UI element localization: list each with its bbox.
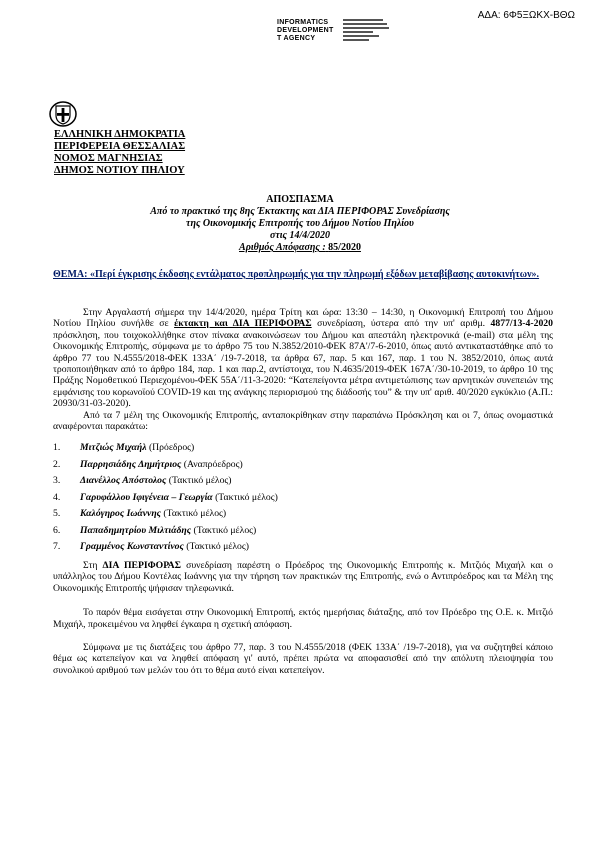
list-item [53,492,553,503]
logo-small-text-icon [343,19,391,43]
item-number: 2. [53,458,61,470]
paragraph-urgency: Σύμφωνα με τις διατάξεις του άρθρο 77, παρ. 3 του Ν.4555/2018 (ΦΕΚ 133Α΄ /19-7-2018), για να συζητηθεί κάποιο θέμα ως κατεπείγον και να ληφθεί απόφαση γι' αυτό, πρέπει πρώτα να αποφασισθεί από την απόλυτη πλειοψηφία του συνολικού αριθμού των μελών του ότι το θέμα αυτό είναι κατεπείγον. [53,641,553,676]
invitation-number: 4877/13-4-2020 [490,318,553,330]
list-item [53,541,553,552]
text: Στη [83,559,103,571]
member-name: Γραμμένος Κωνσταντίνος [80,541,184,553]
document-title-block [40,194,560,254]
member-name: Μιτζιώς Μιχαήλ [80,442,147,454]
member-role: (Αναπρόεδρος) [181,458,243,470]
member-role: (Τακτικό μέλος) [160,508,227,520]
title-line-1: Από το πρακτικό της 8ης Έκτακτης και ΔΙΑ ΠΕΡΙΦΟΡΑΣ Συνεδρίασης [150,206,450,217]
logo-line-3: T AGENCY [277,35,316,42]
text: πρόσκληση, που τοιχοκολλήθηκε στον πίνακα ανακοινώσεων του Δήμου και απεστάλη ηλεκτρονικά (e-mail) στα μέλη της Οικονομικής Επιτροπής, σύμφωνα με το άρθρο 75 του Ν.3852/2010-ΦΕΚ 87Α'/7-6-2010, όπως αυτό αντικαταστάθηκε από το άρθρο 77 του Ν.4555/2018-ΦΕΚ 133Α΄ /19-7-2018, τα άρθρα 67, παρ. 5 και 167, παρ. 1 του Ν. 3852/2010, όπως αυτά τροποποιήθηκαν από το άρθρο 184, παρ. 1 και παρ.2, αντίστοιχα, του Ν.4635/2019-ΦΕΚ 167Α΄/30-10-2019, το άρθρο 10 της Πράξης Νομοθετικού Περιεχομένου-ΦΕΚ 55Α΄/11-3-2020: “Κατεπείγοντα μέτρα αντιμετώπισης των αρνητικών συνεπειών της εμφάνισης του κορωνοϊού COVID-19 και της ανάγκης περιορισμού της διάδοσής του” & την υπ' αριθ. 40/2020 εγκύκλιο (Α.Π.: 20930/31-03-2020). [53,329,553,410]
member-name: Παπαδημητρίου Μιλτιάδης [80,524,192,536]
document-body [53,307,553,676]
member-name: Γαρυφάλλου Ιφιγένεια – Γεωργία [80,491,213,503]
subject-line: ΘΕΜΑ: «Περί έγκρισης έκδοσης εντάλματος προπληρωμής για την πληρωμή εξόδων μεταβίβασης αυτοκινήτων». [53,269,540,280]
members-list [53,442,553,552]
text: συνεδρίαση παρέστη ο Πρόεδρος της Οικονομικής Επιτροπής κ. Μιτζιός Μιχαήλ και ο υπάλληλος του Δήμου Κοντέλας Ιωάννης για την τήρηση των πρακτικών της Επιτροπής, ενώ ο Αντιπρόεδρος και τα Μέλη της Οικονομικής Επιτροπής ψήφισαν τηλεφωνικά. [53,559,553,594]
member-role: (Τακτικό μέλος) [183,541,249,553]
paragraph-agenda: Το παρόν θέμα εισάγεται στην Οικονομική Επιτροπή, εκτός ημερήσιας διάταξης, από τον Πρόεδρο της Ο.Ε. κ. Μιτζιό Μιχαήλ, προκειμένου να ληφθεί έγκαιρα η σχετική απόφαση. [53,607,553,630]
text: συνεδρίαση, ύστερα από την υπ' αριθμ. [311,318,491,330]
paragraph-attendance: Από τα 7 μέλη της Οικονομικής Επιτροπής, ανταποκρίθηκαν στην παραπάνω Πρόσκληση και οι 7, όπως ονομαστικά αναφέρονται παρακάτω: [53,409,553,433]
member-name: Παρρησιάδης Δημήτριος [80,458,182,470]
logo-line-1: INFORMATICS [277,19,329,26]
title-line-3: στις 14/4/2020 [269,230,331,241]
header-line-region: ΠΕΡΙΦΕΡΕΙΑ ΘΕΣΣΑΛΙΑΣ [54,141,186,152]
item-number: 7. [53,541,61,553]
item-number: 1. [53,442,61,454]
decision-label: Αριθμός Απόφασης : [239,242,326,253]
paragraph-meeting [53,307,553,410]
agency-logo [277,19,392,49]
logo-line-2: DEVELOPMENT [277,27,334,34]
member-role: (Τακτικό μέλος) [166,475,232,487]
issuer-header [54,129,185,177]
item-number: 3. [53,475,61,487]
header-line-municipality: ΔΗΜΟΣ ΝΟΤΙΟΥ ΠΗΛΙΟΥ [54,165,185,176]
decision-number [40,242,560,254]
item-number: 6. [53,524,61,536]
item-number: 5. [53,508,61,520]
ada-code: ΑΔΑ: 6Φ5ΞΩΚΧ-ΒΘΩ [477,10,575,21]
list-item [53,508,553,519]
title-line-2: της Οικονομικής Επιτροπής του Δήμου Νοτίου Πηλίου [186,218,414,229]
member-role: (Τακτικό μέλος) [212,491,278,503]
header-line-prefecture: ΝΟΜΟΣ ΜΑΓΝΗΣΙΑΣ [54,153,163,164]
member-name: Διανέλλος Απόστολος [80,475,167,487]
emphasis: ΔΙΑ ΠΕΡΙΦΟΡΑΣ [102,559,182,571]
document-heading: ΑΠΟΣΠΑΣΜΑ [266,194,334,205]
list-item [53,475,553,486]
member-role: (Πρόεδρος) [146,442,195,454]
member-role: (Τακτικό μέλος) [191,524,257,536]
text: Στην Αργαλαστή σήμερα την 14/4/2020, ημέρα Τρίτη και ώρα: 13:30 – 14:30, η Οικονομική Επιτροπή του Δήμου Νοτίου Πηλίου συνήλθε σε [53,307,553,330]
item-number: 4. [53,491,61,503]
list-item [53,459,553,470]
list-item [53,525,553,536]
emphasis: έκτακτη και ΔΙΑ ΠΕΡΙΦΟΡΑΣ [174,318,312,330]
greek-coat-of-arms-icon [48,98,78,128]
decision-value: 85/2020 [328,242,361,253]
paragraph-session [53,560,553,594]
member-name: Καλόγηρος Ιωάννης [80,508,161,520]
list-item [53,442,553,453]
header-line-state: ΕΛΛΗΝΙΚΗ ΔΗΜΟΚΡΑΤΙΑ [54,129,186,140]
